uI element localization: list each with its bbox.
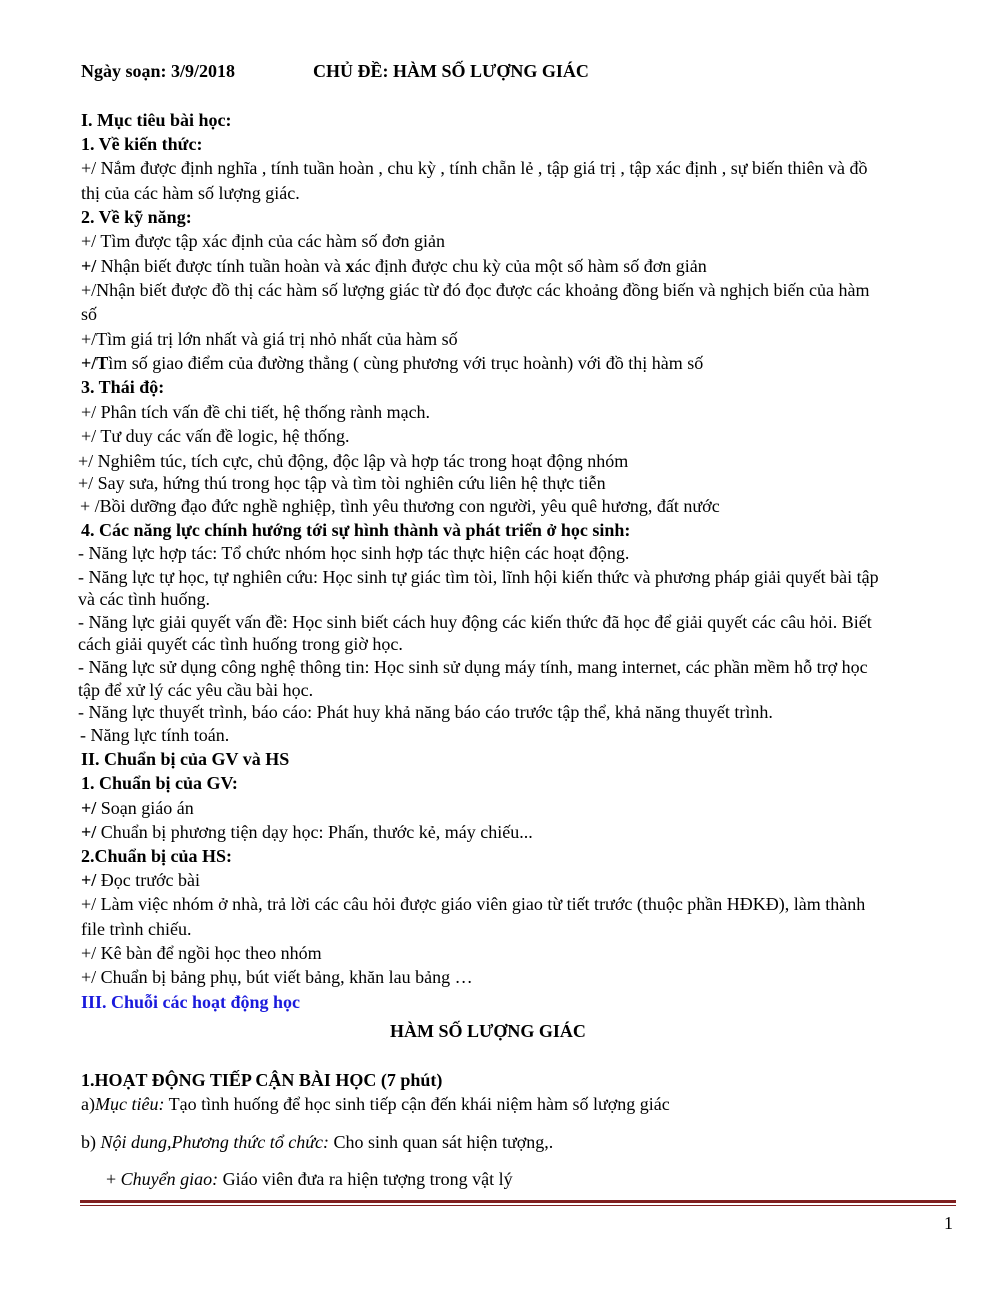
activity-transfer xyxy=(106,1168,513,1190)
section-3-title: III. Chuỗi các hoạt động học xyxy=(81,992,301,1012)
competency-item: - Năng lực hợp tác: Tổ chức nhóm học sinh hợp tác thực hiện các hoạt động. xyxy=(78,543,630,563)
item-prefix: +/T xyxy=(81,353,109,373)
section-2-title: II. Chuẩn bị của GV và HS xyxy=(81,749,290,769)
competency-item: - Năng lực tự học, tự nghiên cứu: Học sinh tự giác tìm tòi, lĩnh hội kiến thức và phương pháp giải quyết bài tập xyxy=(78,567,879,587)
activity-1-title: 1.HOẠT ĐỘNG TIẾP CẬN BÀI HỌC (7 phút) xyxy=(81,1070,443,1090)
attitude-item: + /Bồi dưỡng đạo đức nghề nghiệp, tình yêu thương con người, yêu quê hương, đất nước xyxy=(80,496,720,516)
attitude-item: +/ Nghiêm túc, tích cực, chủ động, độc lập và hợp tác trong hoạt động nhóm xyxy=(78,451,629,471)
topic-title: CHỦ ĐỀ: HÀM SỐ LƯỢNG GIÁC xyxy=(313,61,589,81)
knowledge-title: 1. Về kiến thức: xyxy=(81,134,203,154)
student-prep-item: +/ Kê bàn để ngồi học theo nhóm xyxy=(81,943,322,963)
content-prefix: b) xyxy=(81,1132,101,1152)
student-prep-title: 2.Chuẩn bị của HS: xyxy=(81,846,233,866)
footer-rule xyxy=(80,1200,956,1203)
content-label: Nội dung,Phương thức tổ chức: xyxy=(100,1132,330,1152)
lesson-title: HÀM SỐ LƯỢNG GIÁC xyxy=(390,1021,586,1041)
transfer-text: Giáo viên đưa ra hiện tượng trong vật lý xyxy=(218,1169,513,1189)
goal-label: Mục tiêu: xyxy=(94,1094,165,1114)
item-prefix: +/ xyxy=(81,798,97,818)
knowledge-line: +/ Nắm được định nghĩa , tính tuần hoàn , chu kỳ , tính chẵn lẻ , tập giá trị , tập xác định , sự biến thiên và đồ xyxy=(81,158,868,178)
item-prefix: +/ xyxy=(81,256,97,276)
activity-goal xyxy=(81,1093,670,1115)
competencies-title: 4. Các năng lực chính hướng tới sự hình thành và phát triển ở học sinh: xyxy=(81,520,631,540)
goal-text: Tạo tình huống để học sinh tiếp cận đến khái niệm hàm số lượng giác xyxy=(164,1094,670,1114)
competency-item: tập để xử lý các yêu cầu bài học. xyxy=(78,680,314,700)
section-1-title: I. Mục tiêu bài học: xyxy=(81,110,232,130)
knowledge-line: thị của các hàm số lượng giác. xyxy=(81,183,300,203)
footer-rule-thin xyxy=(80,1205,956,1206)
student-prep-item: +/ Chuẩn bị bảng phụ, bút viết bảng, khăn lau bảng … xyxy=(81,967,473,987)
item-text: Nhận biết được tính tuần hoàn và xyxy=(96,256,346,276)
skills-item xyxy=(81,352,703,374)
item-text: Đọc trước bài xyxy=(96,870,201,890)
skills-title: 2. Về kỹ năng: xyxy=(81,207,192,227)
competency-item: và các tình huống. xyxy=(78,589,210,609)
attitude-item: +/ Say sưa, hứng thú trong học tập và tìm tòi nghiên cứu liên hệ thực tiễn xyxy=(78,473,606,493)
item-text: Chuẩn bị phương tiện dạy học: Phấn, thước kẻ, máy chiếu... xyxy=(96,822,533,842)
date-label: Ngày soạn: 3/9/2018 xyxy=(81,61,236,81)
item-text: ìm số giao điểm của đường thẳng ( cùng phương với trục hoành) với đồ thị hàm số xyxy=(108,353,704,373)
item-text-bold: x xyxy=(345,256,355,276)
teacher-prep-title: 1. Chuẩn bị của GV: xyxy=(81,773,238,793)
teacher-prep-item xyxy=(81,797,194,819)
teacher-prep-item xyxy=(81,821,533,843)
competency-item: - Năng lực sử dụng công nghệ thông tin: Học sinh sử dụng máy tính, mang internet, các phần mềm hỗ trợ học xyxy=(78,657,868,677)
attitude-item: +/ Phân tích vấn đề chi tiết, hệ thống rành mạch. xyxy=(81,402,431,422)
attitude-item: +/ Tư duy các vấn đề logic, hệ thống. xyxy=(81,426,350,446)
item-text: ác định được chu kỳ của một số hàm số đơn giản xyxy=(354,256,707,276)
item-text: Soạn giáo án xyxy=(96,798,194,818)
transfer-prefix: + xyxy=(106,1169,121,1189)
item-prefix: +/ xyxy=(81,870,97,890)
competency-item: - Năng lực tính toán. xyxy=(80,725,230,745)
page-number: 1 xyxy=(944,1213,953,1233)
skills-item: +/Tìm giá trị lớn nhất và giá trị nhỏ nhất của hàm số xyxy=(81,329,458,349)
attitude-title: 3. Thái độ: xyxy=(81,377,165,397)
skills-item: +/Nhận biết được đồ thị các hàm số lượng giác từ đó đọc được các khoảng đồng biến và nghịch biến của hàm xyxy=(81,280,870,300)
goal-prefix: a) xyxy=(81,1094,95,1114)
item-prefix: +/ xyxy=(81,822,97,842)
competency-item: - Năng lực thuyết trình, báo cáo: Phát huy khả năng báo cáo trước tập thể, khả năng thuyết trình. xyxy=(78,702,773,722)
transfer-label: Chuyển giao: xyxy=(120,1169,219,1189)
student-prep-item xyxy=(81,869,200,891)
skills-item: +/ Tìm được tập xác định của các hàm số đơn giản xyxy=(81,231,446,251)
content-text: Cho sinh quan sát hiện tượng,. xyxy=(329,1132,554,1152)
competency-item: - Năng lực giải quyết vấn đề: Học sinh biết cách huy động các kiến thức đã học để giải quyết các câu hỏi. Biết xyxy=(78,612,872,632)
student-prep-item: +/ Làm việc nhóm ở nhà, trả lời các câu hỏi được giáo viên giao từ tiết trước (thuộc phần HĐKĐ), làm thành xyxy=(81,894,866,914)
skills-item xyxy=(81,255,707,277)
activity-content xyxy=(81,1131,553,1153)
competency-item: cách giải quyết các tình huống trong giờ học. xyxy=(78,634,403,654)
student-prep-item: file trình chiếu. xyxy=(81,919,192,939)
skills-item: số xyxy=(81,304,98,324)
